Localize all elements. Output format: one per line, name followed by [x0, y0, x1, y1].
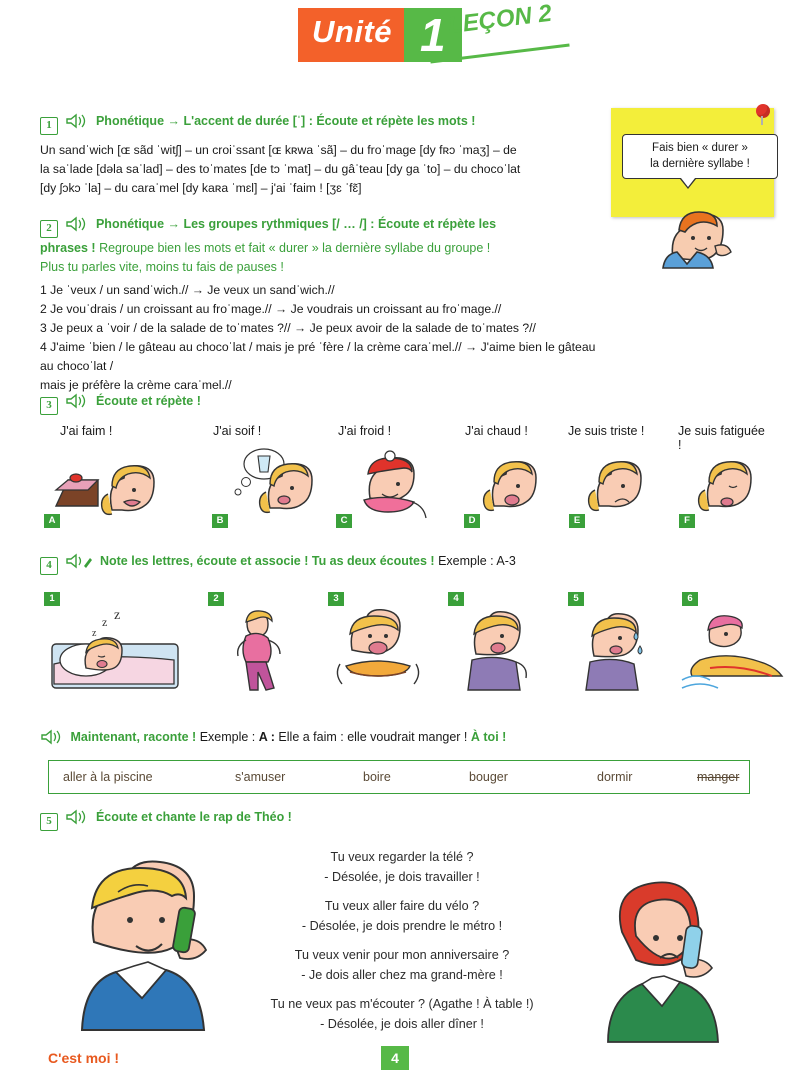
label-a: A: [44, 514, 60, 528]
speech-bubble: [622, 134, 778, 179]
figure-a-faim: [50, 450, 160, 520]
word-aller-piscine[interactable]: aller à la piscine: [63, 770, 153, 784]
rap-verse-3: [252, 946, 552, 985]
label-e: E: [569, 514, 585, 528]
rap-line: Tu veux regarder la télé ?: [330, 850, 474, 864]
pushpin-icon: [756, 104, 770, 118]
exercise-1-line-1: Un sandˈwich [ɶ sãd ˈwitʃ] – un croiˈssant [ɶ kʀwa ˈsã] – du froˈmage [dy fʀɔ ˈmaʒ] – de: [40, 143, 517, 157]
raconte-heading: [40, 728, 506, 746]
figure-2-running: [212, 610, 292, 694]
exercise-2-line: 4 J'aime ˈbien / le gâteau au chocoˈlat / mais je pré ˈfère / la crème caraˈmel.// → J'aime bien le gâteau au chocoˈlat /: [40, 339, 596, 373]
word-manger[interactable]: manger: [697, 770, 740, 784]
exercise-1-body: [40, 141, 600, 198]
speaker-icon: [65, 810, 87, 824]
exercise-2-line: 1 Je ˈveux / un sandˈwich.// → Je veux un sandˈwich.//: [40, 283, 335, 298]
raconte-a-toi: À toi !: [470, 730, 507, 744]
speaker-pencil-icon: [65, 554, 91, 568]
exercise-2-line: 2 Je vouˈdrais / un croissant au froˈmage.// → Je voudrais un croissant au froˈmage.//: [40, 302, 502, 317]
label-f: F: [679, 514, 695, 528]
rap-lyrics: [252, 848, 552, 1044]
caption-d: J'ai chaud !: [465, 424, 528, 438]
exercise-1: [40, 112, 600, 198]
exercise-2-lines: [40, 281, 600, 394]
speaker-icon: [40, 730, 62, 744]
unite-label: Unité: [298, 8, 404, 62]
caption-c: J'ai froid !: [338, 424, 392, 438]
rap-verse-1: [252, 848, 552, 887]
exercise-2-number: 2: [40, 220, 58, 238]
svg-text:z: z: [102, 615, 108, 629]
figure-b-soif: [220, 444, 320, 524]
figure-3-eating: [330, 610, 426, 692]
figure-5-hot: [570, 610, 660, 692]
exercise-3: [40, 392, 201, 415]
rap-verse-4: [252, 995, 552, 1034]
number-3: 3: [328, 592, 344, 606]
svg-text:z: z: [92, 628, 97, 639]
speaker-icon: [65, 217, 87, 231]
woman-phone-illustration: [578, 876, 748, 1044]
speaker-icon: [65, 114, 87, 128]
rap-verse-2: [252, 897, 552, 936]
rap-line: Tu veux venir pour mon anniversaire ?: [294, 948, 510, 963]
exercise-4-number: 4: [40, 557, 58, 575]
exercise-5-number: 5: [40, 813, 58, 831]
rap-line: - Je dois aller chez ma grand-mère !: [301, 967, 503, 982]
lecon-label: LEÇON 2: [446, 0, 554, 40]
exercise-1-number: 1: [40, 117, 58, 135]
figure-e-triste: [575, 450, 665, 520]
boy-illustration: [655, 196, 745, 272]
rap-line: - Désolée, je dois prendre le métro !: [301, 918, 503, 933]
figure-d-chaud: [470, 450, 560, 520]
word-bouger[interactable]: bouger: [469, 770, 508, 784]
number-2: 2: [208, 592, 224, 606]
number-6: 6: [682, 592, 698, 606]
rap-line: Tu veux aller faire du vélo ?: [324, 899, 480, 914]
label-d: D: [464, 514, 480, 528]
raconte-example-letter: A :: [258, 730, 275, 744]
word-dormir[interactable]: dormir: [597, 770, 633, 784]
exercise-1-heading: [40, 112, 600, 135]
caption-f: Je suis fatiguée !: [678, 424, 765, 452]
cest-moi-label: C'est moi !: [48, 1050, 120, 1066]
number-5: 5: [568, 592, 584, 606]
exercise-2-title-line-1: Phonétique → Les groupes rythmiques [/ … /] : Écoute et répète les: [95, 217, 497, 231]
exercise-2: [40, 215, 600, 395]
label-c: C: [336, 514, 352, 528]
word-samuser[interactable]: s'amuser: [235, 770, 286, 784]
word-boire[interactable]: boire: [363, 770, 391, 784]
exercise-4-title: Note les lettres, écoute et associe ! Tu as deux écoutes !: [99, 554, 435, 568]
bubble-line-1: Fais bien « durer »: [652, 142, 748, 154]
exercise-5-heading: [40, 808, 292, 831]
exercise-3-title: Écoute et répète !: [95, 394, 201, 408]
page-header: [0, 0, 788, 96]
exercise-4-example: Exemple : A-3: [438, 554, 516, 568]
speaker-icon: [65, 394, 87, 408]
rap-line: - Désolée, je dois aller dîner !: [320, 1016, 484, 1031]
caption-a: J'ai faim !: [60, 424, 113, 438]
figure-1-sleeping: [50, 610, 180, 692]
unite-number: 1: [404, 8, 462, 62]
exercise-3-heading: [40, 392, 201, 415]
figure-6-swimming: [680, 610, 788, 692]
figure-4-talking: [452, 610, 542, 692]
page-number: 4: [381, 1046, 409, 1070]
exercise-4-figures: [40, 592, 780, 702]
bubble-line-2: la dernière syllabe !: [650, 157, 750, 170]
exercise-4-heading: [40, 552, 516, 575]
figure-f-fatiguee: [685, 450, 775, 520]
exercise-3-number: 3: [40, 397, 58, 415]
raconte-example-text: Elle a faim : elle voudrait manger !: [274, 730, 468, 744]
word-bank-table: [48, 760, 750, 794]
unite-badge: [298, 8, 462, 62]
exercise-2-line: mais je préfère la crème caraˈmel.//: [40, 377, 232, 392]
rap-line: Tu ne veux pas m'écouter ? (Agathe ! À table !): [270, 997, 534, 1012]
rap-line: - Désolée, je dois travailler !: [324, 869, 480, 884]
exercise-2-subtitle-1: Regroupe bien les mots et fait « durer » la dernière syllabe du groupe !: [99, 241, 491, 255]
figure-c-froid: [342, 448, 442, 522]
caption-b: J'ai soif !: [213, 424, 262, 438]
exercise-5-title: Écoute et chante le rap de Théo !: [95, 810, 292, 824]
boy-phone-illustration: [58, 846, 248, 1036]
raconte-section: [40, 728, 506, 746]
exercise-3-figures: [40, 444, 780, 530]
raconte-title: Maintenant, raconte !: [70, 730, 197, 744]
exercise-2-subtitle-2: Plus tu parles vite, moins tu fais de pauses !: [40, 260, 284, 275]
exercise-1-line-3: [dy ʃɔkɔ ˈla] – du caraˈmel [dy kaʀa ˈmɛl] – j'ai ˈfaim ! [ʒɛ ˈfɛ̃]: [40, 180, 362, 195]
raconte-example-label: Exemple :: [199, 730, 259, 744]
exercise-4: [40, 552, 516, 575]
exercise-1-line-2: la saˈlade [dəla saˈlad] – des toˈmates [de tɔ ˈmat] – du gâˈteau [dy ga ˈto] – du chocoˈlat: [40, 161, 521, 176]
exercise-1-title: Phonétique → L'accent de durée [ˈ] : Écoute et répète les mots !: [95, 114, 476, 128]
number-1: 1: [44, 592, 60, 606]
exercise-2-title-line-2: phrases !: [40, 241, 96, 255]
number-4: 4: [448, 592, 464, 606]
exercise-5: [40, 808, 292, 831]
label-b: B: [212, 514, 228, 528]
svg-text:z: z: [114, 608, 121, 623]
exercise-2-line: 3 Je peux a ˈvoir / de la salade de toˈmates ?// → Je peux avoir de la salade de toˈmates ?//: [40, 321, 536, 336]
caption-e: Je suis triste !: [568, 424, 645, 438]
exercise-2-heading: [40, 215, 600, 276]
